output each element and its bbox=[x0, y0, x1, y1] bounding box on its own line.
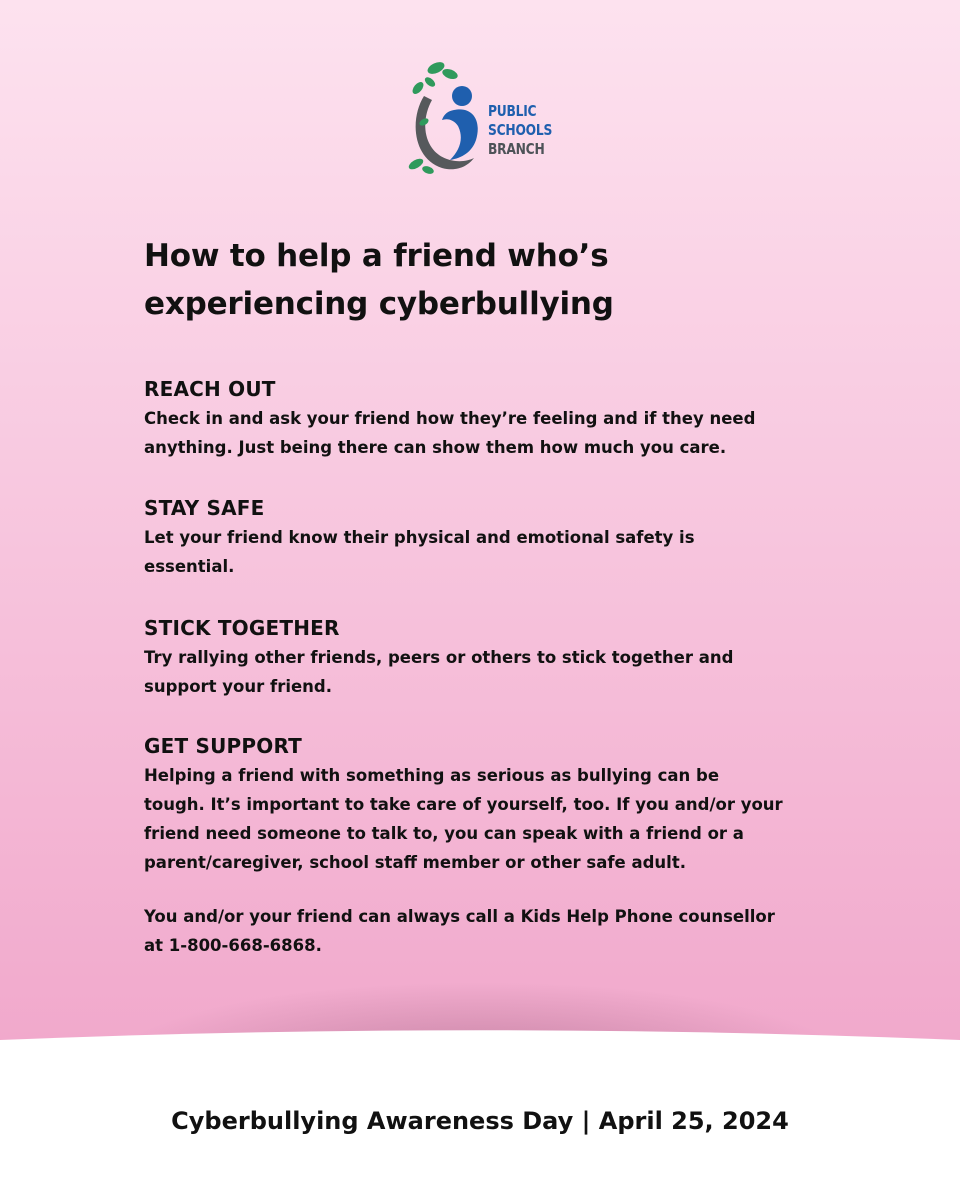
helpline-note bbox=[144, 902, 844, 960]
section-body-line: friend need someone to talk to, you can speak with a friend or a bbox=[144, 824, 744, 843]
footer-event-date: Cyberbullying Awareness Day | April 25, 2024 bbox=[171, 1107, 789, 1135]
section-body bbox=[144, 404, 844, 462]
logo-line-schools: SCHOOLS bbox=[488, 121, 553, 139]
section-body-line: Let your friend know their physical and emotional safety is bbox=[144, 528, 695, 547]
section-body-line: tough. It’s important to take care of yourself, too. If you and/or your bbox=[144, 795, 783, 814]
public-schools-branch-logo bbox=[402, 58, 572, 178]
section-body-line: anything. Just being there can show them how much you care. bbox=[144, 438, 727, 457]
tree-figure-icon bbox=[402, 58, 492, 178]
section-heading: GET SUPPORT bbox=[144, 734, 302, 758]
section-body-line: Try rallying other friends, peers or others to stick together and bbox=[144, 648, 734, 667]
helpline-line-1: You and/or your friend can always call a Kids Help Phone counsellor bbox=[144, 907, 775, 926]
title-line-2: experiencing cyberbullying bbox=[144, 286, 614, 322]
section-body-line: support your friend. bbox=[144, 677, 333, 696]
helpline-line-2: at 1-800-668-6868. bbox=[144, 936, 322, 955]
page-title bbox=[144, 232, 844, 328]
logo-line-public: PUBLIC bbox=[488, 102, 537, 120]
section-get-support bbox=[144, 731, 844, 877]
section-heading: STAY SAFE bbox=[144, 496, 265, 520]
title-line-1: How to help a friend who’s bbox=[144, 238, 609, 274]
section-body-line: Helping a friend with something as serious as bullying can be bbox=[144, 766, 720, 785]
logo-wordmark bbox=[488, 102, 552, 159]
section-body-line: Check in and ask your friend how they’re feeling and if they need bbox=[144, 409, 756, 428]
section-body bbox=[144, 761, 844, 877]
section-stick-together bbox=[144, 613, 844, 701]
section-body bbox=[144, 643, 844, 701]
section-stay-safe bbox=[144, 493, 844, 581]
section-body bbox=[144, 523, 844, 581]
section-body-line: essential. bbox=[144, 557, 235, 576]
logo-line-branch: BRANCH bbox=[488, 140, 545, 158]
section-heading: REACH OUT bbox=[144, 377, 276, 401]
section-heading: STICK TOGETHER bbox=[144, 616, 340, 640]
section-body-line: parent/caregiver, school staff member or other safe adult. bbox=[144, 853, 686, 872]
section-reach-out bbox=[144, 374, 844, 462]
